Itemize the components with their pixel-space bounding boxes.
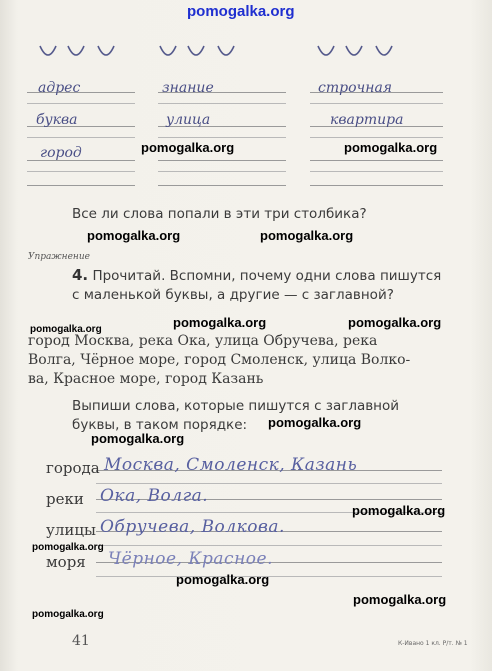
writing-line [310, 137, 443, 138]
column-2-word-1: знание [162, 80, 214, 96]
answer-cities: Москва, Смоленск, Казань [104, 455, 358, 475]
watermark: pomogalka.org [173, 315, 267, 330]
answer-label-seas: моря [46, 553, 86, 571]
column-3-word-1: строчная [318, 80, 393, 96]
watermark: pomogalka.org [87, 228, 181, 243]
answer-label-rivers: реки [46, 490, 84, 508]
exercise-heading: Упражнение [28, 252, 90, 262]
answer-label-streets: улицы [46, 521, 96, 539]
writing-line [310, 160, 443, 161]
column-1-word-2: буква [36, 112, 78, 128]
writing-line [158, 137, 286, 138]
watermark: pomogalka.org [32, 609, 104, 620]
answer-label-cities: города [46, 459, 100, 477]
exercise-text-line-3: ва, Красное море, город Казань [28, 371, 264, 387]
task-line-2: буквы, в таком порядке: [72, 417, 248, 433]
answer-streets: Обручева, Волкова. [100, 517, 285, 537]
column-1-word-3: город [40, 145, 82, 161]
watermark: pomogalka.org [260, 228, 354, 243]
watermark: pomogalka.org [344, 140, 438, 155]
writing-line [158, 160, 286, 161]
writing-line [27, 171, 135, 172]
exercise-instruction-text: Прочитай. Вспомни, почему одни слова пишутся с маленькой буквы, а другие — с заглавной? [72, 268, 442, 303]
writing-line [158, 171, 286, 172]
answer-rivers: Ока, Волга. [100, 486, 209, 506]
footer-code: К-Ивано 1 кл. Р/т. № 1 [398, 640, 468, 647]
column-3-word-2: квартира [330, 112, 404, 128]
watermark: pomogalka.org [268, 415, 362, 430]
cursive-arcs [0, 38, 492, 78]
exercise-text-line-1: город Москва, река Ока, улица Обручева, река [28, 333, 378, 349]
answer-line [96, 483, 442, 484]
watermark: pomogalka.org [32, 542, 104, 553]
question-text: Все ли слова попали в эти три столбика? [72, 206, 367, 222]
watermark: pomogalka.org [176, 572, 270, 587]
writing-line [158, 103, 286, 104]
exercise-text-line-2: Волга, Чёрное море, город Смоленск, улица Волко- [28, 352, 411, 368]
watermark: pomogalka.org [352, 503, 446, 518]
column-2-word-2: улица [166, 112, 211, 128]
writing-line [310, 103, 443, 104]
exercise-number: 4. [72, 266, 89, 284]
column-1-word-1: адрес [38, 80, 81, 96]
page-number: 41 [72, 633, 90, 649]
writing-line [27, 185, 135, 186]
task-line-1: Выпиши слова, которые пишутся с заглавной [72, 398, 400, 414]
exercise-instruction [72, 266, 452, 305]
watermark: pomogalka.org [30, 324, 102, 335]
writing-line [27, 103, 135, 104]
answer-line [96, 545, 442, 546]
writing-line [158, 185, 286, 186]
answer-seas: Чёрное, Красное. [108, 549, 273, 569]
watermark: pomogalka.org [91, 431, 185, 446]
writing-line [310, 185, 443, 186]
watermark: pomogalka.org [141, 140, 235, 155]
watermark: pomogalka.org [353, 592, 447, 607]
watermark: pomogalka.org [348, 315, 442, 330]
writing-line [27, 137, 135, 138]
watermark-top: pomogalka.org [187, 3, 295, 20]
writing-line [310, 171, 443, 172]
